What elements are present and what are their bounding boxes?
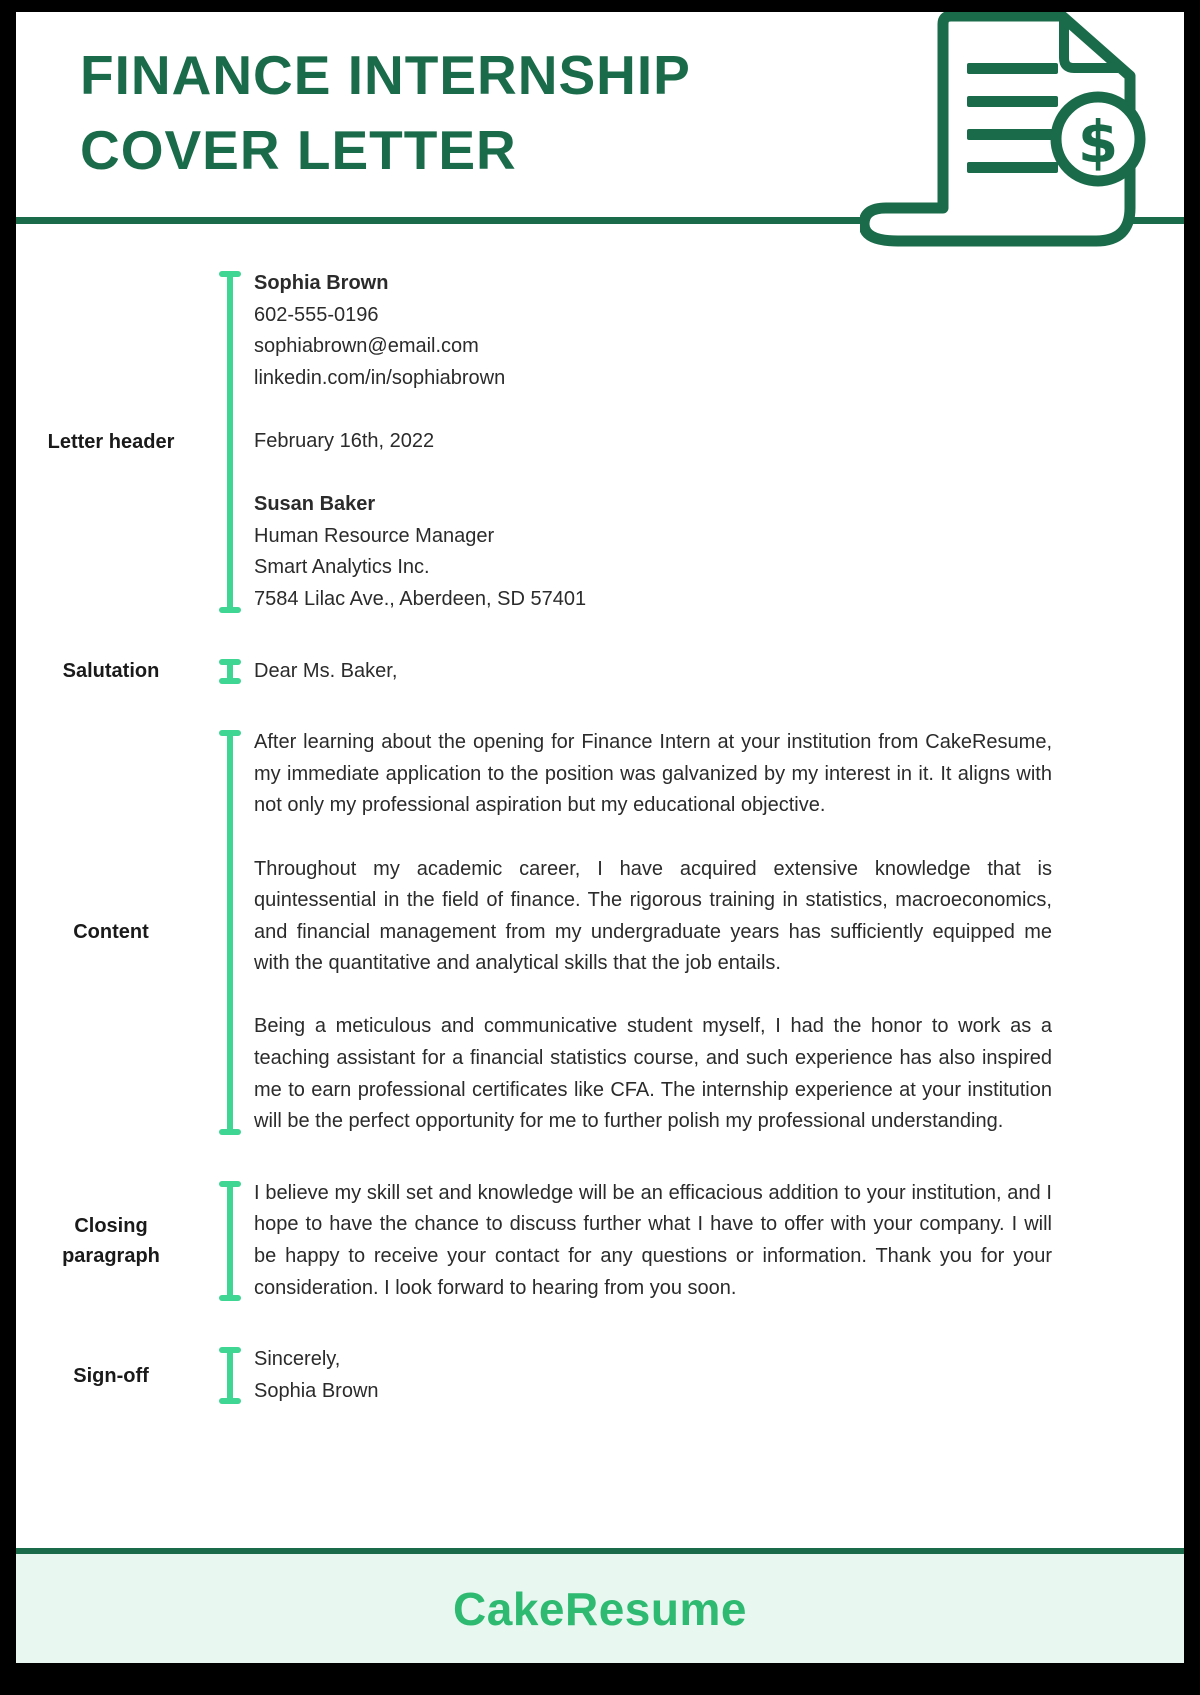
cover-letter-page — [16, 12, 1184, 1663]
date-block — [254, 426, 1052, 458]
dollar-sign-glyph: $ — [1077, 108, 1119, 176]
recipient-address: 7584 Lilac Ave., Aberdeen, SD 57401 — [254, 587, 587, 610]
salutation-bracket — [206, 659, 254, 685]
section-label-sign-off: Sign-off — [73, 1364, 149, 1387]
cover-letter-body — [16, 224, 1184, 1548]
section-label-letter-header: Letter header — [47, 430, 175, 453]
content-paragraph-2: Throughout my academic career, I have acquired extensive knowledge that is quintessential in the field of finance. The rigorous training in statistics, macroeconomics, and financial management from my undergraduate years has sufficiently equipped me with the quantitative and analytical skills that the job entails. — [254, 857, 1052, 975]
sender-linkedin: linkedin.com/in/sophiabrown — [254, 366, 506, 389]
section-label-content: Content — [73, 921, 149, 944]
sender-block — [254, 268, 1052, 394]
section-label-salutation: Salutation — [62, 660, 160, 683]
recipient-name: Susan Baker — [254, 493, 376, 516]
recipient-block — [254, 489, 1052, 615]
section-label-closing-paragraph: Closing paragraph — [62, 1215, 160, 1268]
content-paragraph-1: After learning about the opening for Finance Intern at your institution from CakeResume, my immediate application to the position was galvanized by my interest in it. It aligns with not only my professional aspiration but my educational objective. — [254, 731, 1052, 817]
recipient-title: Human Resource Manager — [254, 524, 495, 547]
recipient-company: Smart Analytics Inc. — [254, 556, 430, 579]
sender-name: Sophia Brown — [254, 272, 389, 294]
sender-email: sophiabrown@email.com — [254, 335, 479, 358]
section-content — [16, 727, 1052, 1138]
cakeresume-logo: CakeResume — [453, 1582, 747, 1635]
page-title-line2: COVER LETTER — [80, 119, 517, 181]
section-sign-off — [16, 1344, 1052, 1407]
sign-off-bracket — [206, 1347, 254, 1404]
content-paragraph-3: Being a meticulous and communicative student myself, I had the honor to work as a teaching assistant for a financial statistics course, and such experience has also inspired me to earn professional certificates like CFA. The internship experience at your institution will be the perfect opportunity for me to further polish my professional understanding. — [254, 1015, 1052, 1133]
letter-date: February 16th, 2022 — [254, 429, 435, 452]
content-bracket — [206, 730, 254, 1135]
sender-phone: 602-555-0196 — [254, 303, 379, 326]
section-closing-paragraph — [16, 1178, 1052, 1304]
closing-paragraph-text: I believe my skill set and knowledge will be an efficacious addition to your institution, and I hope to have the chance to discuss further what I have to offer with your company. I will be happy to receive your contact for any questions or information. Thank you for your consideration. I look forward to hearing from you soon. — [254, 1181, 1052, 1299]
salutation-text: Dear Ms. Baker, — [254, 659, 398, 682]
page-title-line1: FINANCE INTERNSHIP — [80, 44, 691, 106]
closing-bracket — [206, 1181, 254, 1301]
section-salutation — [16, 656, 1052, 688]
letter-header-bracket — [206, 271, 254, 613]
page-footer — [16, 1548, 1184, 1663]
finance-document-dollar-icon — [860, 12, 1184, 254]
section-letter-header — [16, 268, 1052, 616]
sign-off-name: Sophia Brown — [254, 1379, 379, 1402]
page-header — [16, 12, 1184, 224]
sign-off-valediction: Sincerely, — [254, 1348, 341, 1371]
